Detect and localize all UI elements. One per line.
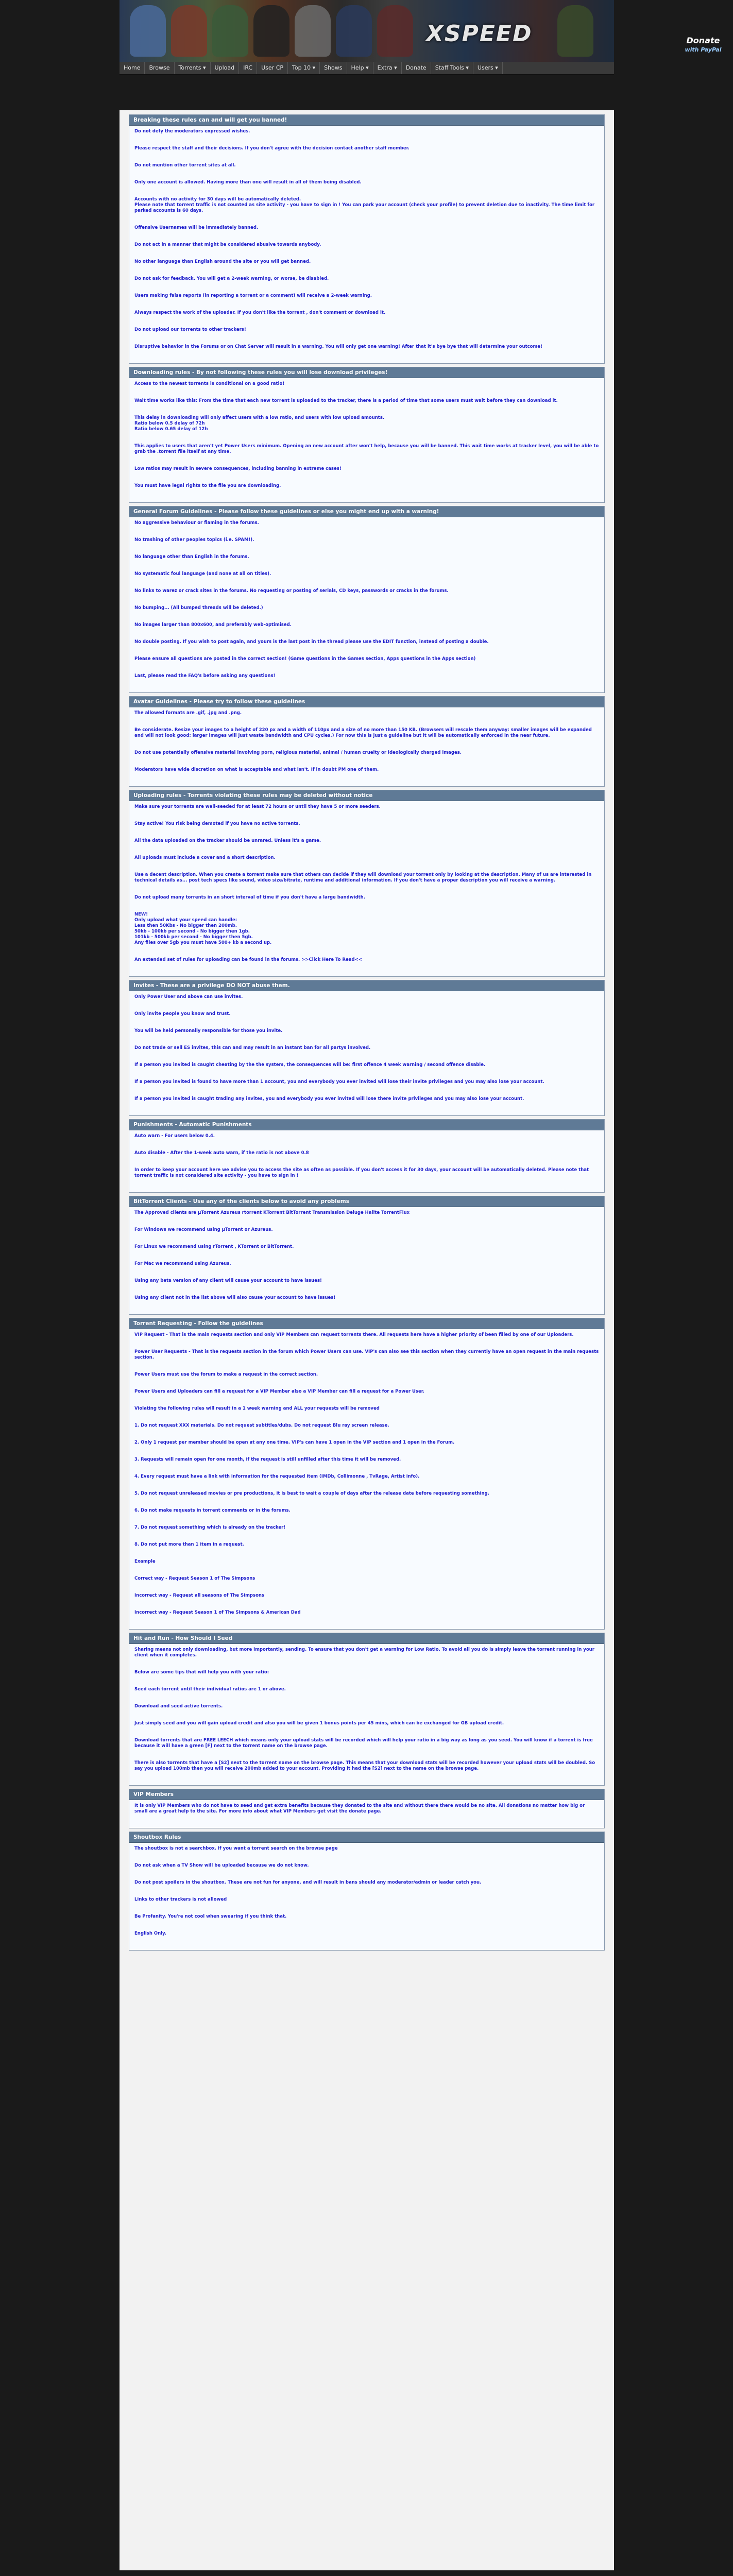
- rules-section: [129, 1119, 605, 1193]
- rule-item: This delay in downloading will only affect users with a low ratio, and users with low upload amounts. Ratio below 0.5 delay of 72h Ratio below 0.65 delay of 12h: [134, 415, 385, 432]
- rule-item: Download and seed active torrents.: [134, 1704, 223, 1709]
- rules-section: [129, 1633, 605, 1786]
- rules-section: [129, 790, 605, 977]
- rule-item: All uploads must include a cover and a short description.: [134, 855, 276, 860]
- rule-item: Sharing means not only downloading, but more importantly, sending. To ensure that you don't get a warning for Low Ratio. To avoid all you do is simply leave the torrent running in your client when it completes.: [134, 1647, 594, 1658]
- rule-item: NEW! Only upload what your speed can handle: Less then 50Kbs - No bigger then 200mb. 50kb - 100kb per second - No bigger then 1gb. 101kb - 500kb per second - No bigger then 5gb. Any files over 5gb you must have 500+ kb a second up.: [134, 912, 272, 945]
- rules-list: [129, 1800, 604, 1828]
- nav-item[interactable]: Users ▾: [473, 62, 503, 74]
- banner-art: [377, 5, 413, 57]
- rule-item: 6. Do not make requests in torrent comments or in the forums.: [134, 1508, 291, 1513]
- rule-item: Last, please read the FAQ's before asking any questions!: [134, 673, 276, 679]
- rules-list: [129, 1130, 604, 1192]
- rule-item: Make sure your torrents are well-seeded for at least 72 hours or until they have 5 or more seeders.: [134, 804, 381, 809]
- rule-item: Disruptive behavior in the Forums or on Chat Server will result in a warning. You will only get one warning! After that it's bye bye that will determine your outcome!: [134, 344, 542, 349]
- nav-item[interactable]: Browse: [145, 62, 174, 74]
- banner-art: [295, 5, 331, 57]
- rule-item: For Windows we recommend using µTorrent or Azureus.: [134, 1227, 273, 1232]
- nav-item[interactable]: Extra ▾: [373, 62, 402, 74]
- rules-container: [129, 114, 605, 1951]
- nav-item[interactable]: Upload: [211, 62, 240, 74]
- rule-item: 3. Requests will remain open for one month, if the request is still unfilled after this time it will be removed.: [134, 1457, 401, 1462]
- rule-item: Correct way - Request Season 1 of The Simpsons: [134, 1576, 255, 1581]
- rule-item: Do not ask for feedback. You will get a 2-week warning, or worse, be disabled.: [134, 276, 329, 281]
- rule-item: Be considerate. Resize your images to a height of 220 px and a width of 110px and a size of no more than 150 KB. (Browsers will rescale them anyway: smaller images will be expanded and will not look good; larger images will just waste bandwidth and CPU cycles.) For now this is just a guideline but it will be automatically enforced in the near future.: [134, 727, 592, 738]
- rule-item: Do not post spoilers in the shoutbox. These are not fun for anyone, and will result in bans should any moderator/admin or leader catch you.: [134, 1880, 482, 1885]
- rule-item: There is also torrents that have a [S2] next to the torrent name on the browse page. This means that your download stats will be recorded however your upload stats will be doubled. So say you upload 100mb then you will receive 200mb added to your account. Providing it had the [S2] next to the name on the browse page.: [134, 1760, 595, 1771]
- rule-item: Power Users must use the forum to make a request in the correct section.: [134, 1372, 318, 1377]
- rules-section: [129, 114, 605, 364]
- banner-art: [557, 5, 593, 57]
- section-title: Punishments - Automatic Punishments: [129, 1120, 604, 1130]
- rule-item: Moderators have wide discretion on what is acceptable and what isn't. If in doubt PM one of them.: [134, 767, 379, 772]
- rule-item: Below are some tips that will help you with your ratio:: [134, 1670, 269, 1675]
- rules-section: [129, 696, 605, 787]
- section-title: Avatar Guidelines - Please try to follow these guidelines: [129, 697, 604, 707]
- nav-item[interactable]: IRC: [239, 62, 257, 74]
- rule-item: Use a decent description. When you create a torrent make sure that others can decide if they will download your torrent only by looking at the description. Many of us are interested in technical details as... post tech specs like sound, video size/bitrate, runtime and additional information. If you don't have a proper description you will receive a warning.: [134, 872, 592, 883]
- rule-item: No systematic foul language (and none at all on titles).: [134, 571, 271, 577]
- rule-item: Do not defy the moderators expressed wishes.: [134, 129, 250, 134]
- rules-section: [129, 367, 605, 503]
- nav-item[interactable]: Help ▾: [347, 62, 373, 74]
- section-title: BitTorrent Clients - Use any of the clients below to avoid any problems: [129, 1196, 604, 1207]
- rule-item: No aggressive behaviour or flaming in the forums.: [134, 520, 259, 526]
- rule-item: Example: [134, 1559, 156, 1564]
- rule-item: Only invite people you know and trust.: [134, 1011, 231, 1016]
- rule-item: Accounts with no activity for 30 days will be automatically deleted. Please note that torrent traffic is not counted as site activity - you have to sign in ! You can park your account (check your profile) to prevent deletion due to inactivity. The time limit for parked accounts is 60 days.: [134, 197, 595, 213]
- rule-item: If a person you invited is caught trading any invites, you and everybody you ever invited will lose there invite privileges and you may also lose your account.: [134, 1096, 524, 1101]
- rule-item: Please ensure all questions are posted in the correct section! (Game questions in the Games section, Apps questions in the Apps section): [134, 656, 476, 662]
- nav-item[interactable]: User CP: [257, 62, 288, 74]
- rule-item: No trashing of other peoples topics (i.e. SPAM!).: [134, 537, 254, 543]
- banner-art: [212, 5, 248, 57]
- section-title: General Forum Guidelines - Please follow these guidelines or else you might end up with a warning!: [129, 506, 604, 517]
- rules-list: [129, 801, 604, 976]
- rule-item: Be Profanity. You're not cool when swearing if you think that.: [134, 1914, 287, 1919]
- rule-item: Violating the following rules will result in a 1 week warning and ALL your requests will be removed: [134, 1406, 380, 1411]
- nav-item[interactable]: Top 10 ▾: [288, 62, 320, 74]
- rule-item: You must have legal rights to the file you are downloading.: [134, 483, 281, 488]
- donate-label: Donate: [686, 36, 720, 45]
- rule-item: It is only VIP Members who do not have to seed and get extra benefits because they donated to the site and without there there would be no site. All donations no matter how big or small are a great help to the site. For more info about what VIP Members get visit the donate page.: [134, 1803, 585, 1814]
- section-title: Shoutbox Rules: [129, 1832, 604, 1843]
- rule-item: Low ratios may result in severe consequences, including banning in extreme cases!: [134, 466, 342, 471]
- rule-item: Do not act in a manner that might be considered abusive towards anybody.: [134, 242, 321, 247]
- rule-item: Just simply seed and you will gain upload credit and also you will be given 1 bonus points per 45 mins, which can be exchanged for GB upload credit.: [134, 1721, 504, 1726]
- banner-art: [253, 5, 289, 57]
- rule-item: Only Power User and above can use invites.: [134, 994, 243, 999]
- rule-item: 4. Every request must have a link with information for the requested item (IMDb, Collimonne , TvRage, Artist info).: [134, 1474, 420, 1479]
- rule-item: No other language than English around the site or you will get banned.: [134, 259, 311, 264]
- donate-sub-label: with PayPal: [685, 46, 722, 53]
- rule-item: Wait time works like this: From the time that each new torrent is uploaded to the tracker, there is a period of time that some users must wait before they can download it.: [134, 398, 558, 403]
- rule-item: 5. Do not request unreleased movies or pre productions, it is best to wait a couple of days after the release date before requesting something.: [134, 1491, 489, 1496]
- nav-item[interactable]: Home: [120, 62, 145, 74]
- rule-item: Incorrect way - Request Season 1 of The Simpsons & American Dad: [134, 1610, 301, 1615]
- rule-item: No language other than English in the forums.: [134, 554, 249, 560]
- rules-section: [129, 1318, 605, 1630]
- rules-section: [129, 506, 605, 693]
- rule-item: Do not use potentially offensive material involving porn, religious material, animal / human cruelty or ideologically charged images.: [134, 750, 462, 755]
- nav-item[interactable]: Donate: [402, 62, 431, 74]
- rule-item: Power Users and Uploaders can fill a request for a VIP Member also a VIP Member can fill a request for a Power User.: [134, 1389, 424, 1394]
- rules-list: [129, 1843, 604, 1950]
- rules-list: [129, 378, 604, 502]
- rule-item: Do not upload our torrents to other trackers!: [134, 327, 246, 332]
- rule-item: If a person you invited is found to have more than 1 account, you and everybody you ever invited will lose their invite privileges and you may also lose your account.: [134, 1079, 544, 1084]
- site-logo[interactable]: XSPEED: [426, 21, 533, 47]
- rule-item: Using any client not in the list above will also cause your account to have issues!: [134, 1295, 336, 1300]
- rule-item: Do not ask when a TV Show will be uploaded because we do not know.: [134, 1863, 309, 1868]
- rule-item: 7. Do not request something which is already on the tracker!: [134, 1525, 286, 1530]
- rule-item: 2. Only 1 request per member should be open at any one time. VIP's can have 1 open in the VIP section and 1 open in the Forum.: [134, 1440, 455, 1445]
- rule-item: You will be held personally responsible for those you invite.: [134, 1028, 283, 1033]
- rule-item: In order to keep your account here we advise you to access the site as often as possible. If you don't access it for 30 days, your account will be automatically deleted. Please note that torrent traffic is not considered site activity - you have to sign in !: [134, 1167, 589, 1178]
- nav-item[interactable]: Shows: [320, 62, 347, 74]
- rules-section: [129, 980, 605, 1116]
- rule-item: The Approved clients are µTorrent Azureus rtorrent KTorrent BitTorrent Transmission Deluge Halite TorrentFlux: [134, 1210, 410, 1215]
- rule-item: Power User Requests - That is the requests section in the forum which Power Users can use. VIP's can also see this section when they currently have an open request in the main requests section.: [134, 1349, 599, 1360]
- rule-item: Always respect the work of the uploader. If you don't like the torrent , don't comment or download it.: [134, 310, 386, 315]
- donate-button[interactable]: [680, 36, 726, 57]
- banner-art: [336, 5, 372, 57]
- section-title: Downloading rules - By not following these rules you will lose download privileges!: [129, 367, 604, 378]
- rule-item: No bumping... (All bumped threads will be deleted.): [134, 605, 263, 611]
- section-title: Hit and Run - How Should I Seed: [129, 1633, 604, 1644]
- rule-item: 1. Do not request XXX materials. Do not request subtitles/dubs. Do not request Blu ray screen release.: [134, 1423, 389, 1428]
- rule-item: Do not trade or sell ES invites, this can and may result in an instant ban for all partys involved.: [134, 1045, 371, 1050]
- rules-list: [129, 707, 604, 786]
- rule-item: English Only.: [134, 1931, 167, 1936]
- rules-list: [129, 1207, 604, 1314]
- rule-item: No links to warez or crack sites in the forums. No requesting or posting of serials, CD keys, passwords or cracks in the forums.: [134, 588, 449, 594]
- rule-item: 8. Do not put more than 1 item in a request.: [134, 1542, 244, 1547]
- rules-page: [120, 110, 614, 2570]
- banner-art: [171, 5, 207, 57]
- rule-item: An extended set of rules for uploading can be found in the forums. >>Click Here To Read<<: [134, 957, 362, 962]
- rule-item: This applies to users that aren't yet Power Users minimum. Opening an new account after won't help, because you will be banned. This wait time works at tracker level, you will be able to grab the .torrent file itself at any time.: [134, 444, 599, 454]
- section-title: Invites - These are a privilege DO NOT abuse them.: [129, 980, 604, 991]
- rules-list: [129, 991, 604, 1115]
- rule-item: The allowed formats are .gif, .jpg and .png.: [134, 710, 242, 716]
- rule-item: If a person you invited is caught cheating by the the system, the consequences will be: first offence 4 week warning / second offence disable.: [134, 1062, 486, 1067]
- nav-item[interactable]: Staff Tools ▾: [431, 62, 473, 74]
- rules-section: [129, 1832, 605, 1951]
- rules-list: [129, 517, 604, 692]
- section-title: Uploading rules - Torrents violating these rules may be deleted without notice: [129, 790, 604, 801]
- rule-item: All the data uploaded on the tracker should be unrared. Unless it's a game.: [134, 838, 321, 843]
- rules-list: [129, 1644, 604, 1785]
- rule-item: Stay active! You risk being demoted if you have no active torrents.: [134, 821, 300, 826]
- rule-item: Offensive Usernames will be immediately banned.: [134, 225, 259, 230]
- section-title: VIP Members: [129, 1789, 604, 1800]
- site-banner: [120, 0, 722, 62]
- section-title: Breaking these rules can and will get you banned!: [129, 115, 604, 126]
- banner-art: [130, 5, 166, 57]
- rule-item: Auto warn - For users below 0.4.: [134, 1133, 215, 1139]
- rules-section: [129, 1196, 605, 1315]
- rule-item: For Linux we recommend using rTorrent , KTorrent or BitTorrent.: [134, 1244, 294, 1249]
- section-title: Torrent Requesting - Follow the guidelines: [129, 1318, 604, 1329]
- nav-item[interactable]: Torrents ▾: [175, 62, 211, 74]
- rule-item: Do not mention other torrent sites at all.: [134, 163, 236, 168]
- rule-item: Using any beta version of any client will cause your account to have issues!: [134, 1278, 322, 1283]
- rule-item: Users making false reports (in reporting a torrent or a comment) will receive a 2-week warning.: [134, 293, 372, 298]
- rule-item: The shoutbox is not a searchbox. If you want a torrent search on the browse page: [134, 1846, 338, 1851]
- rule-item: Auto disable - After the 1-week auto warn, if the ratio is not above 0.8: [134, 1150, 309, 1156]
- rule-item: Links to other trackers is not allowed: [134, 1897, 227, 1902]
- rules-list: [129, 126, 604, 363]
- rule-item: VIP Request - That is the main requests section and only VIP Members can request torrents there. All requests here have a higher priority of been filled by one of our Uploaders.: [134, 1332, 574, 1337]
- rule-item: For Mac we recommend using Azureus.: [134, 1261, 231, 1266]
- rule-item: Only one account is allowed. Having more than one will result in all of them being disabled.: [134, 180, 362, 185]
- rule-item: Do not upload many torrents in an short interval of time if you don't have a large bandwidth.: [134, 895, 365, 900]
- rule-item: Please respect the staff and their decisions. If you don't agree with the decision contact another staff member.: [134, 146, 410, 151]
- rule-item: No images larger than 800x600, and preferably web-optimised.: [134, 622, 292, 628]
- rules-list: [129, 1329, 604, 1629]
- rule-item: Access to the newest torrents is conditional on a good ratio!: [134, 381, 285, 386]
- rule-item: Download torrents that are FREE LEECH which means only your upload stats will be recorded which will help your ratio in a big way as long as you seed. You will know if a torrent is free because it will have a green [F] next to the torrent name on the browse page.: [134, 1738, 593, 1749]
- rule-item: Seed each torrent until their individual ratios are 1 or above.: [134, 1687, 286, 1692]
- main-nav: [120, 62, 614, 75]
- rule-item: Incorrect way - Request all seasons of The Simpsons: [134, 1593, 265, 1598]
- rules-section: [129, 1789, 605, 1828]
- rule-item: No double posting. If you wish to post again, and yours is the last post in the thread please use the EDIT function, instead of posting a double.: [134, 639, 489, 645]
